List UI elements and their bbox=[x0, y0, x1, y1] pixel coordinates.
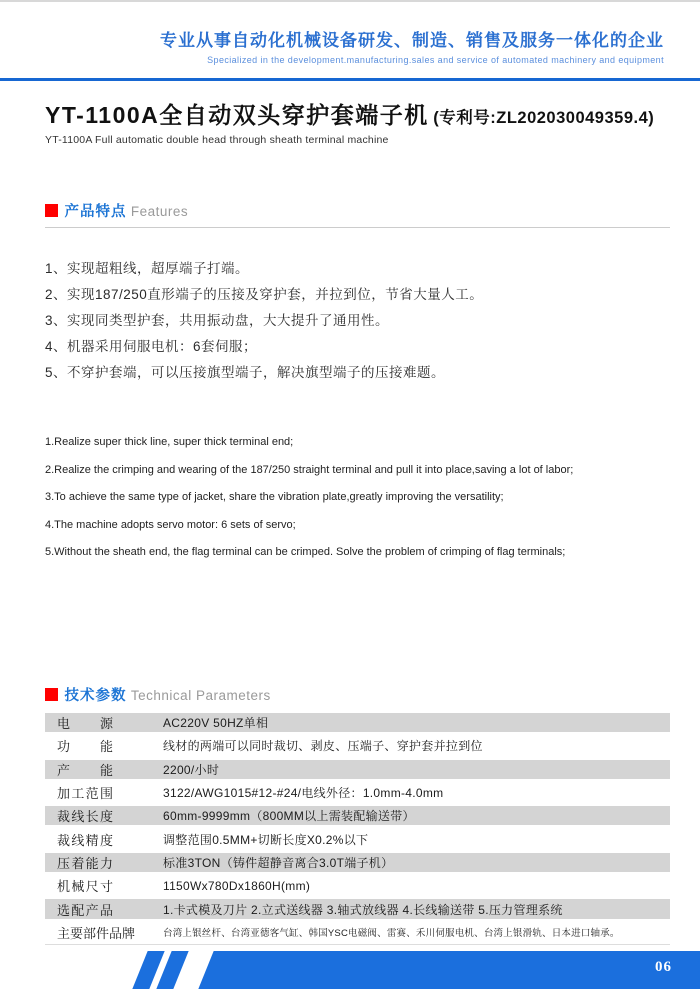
parameters-section-heading bbox=[45, 684, 670, 712]
table-row bbox=[45, 804, 670, 827]
company-slogan-zh: 专业从事自动化机械设备研发、制造、销售及服务一体化的企业 bbox=[160, 31, 664, 50]
parameters-heading-en: Technical Parameters bbox=[130, 688, 271, 703]
parameters-heading-zh: 技术参数 bbox=[64, 688, 127, 704]
red-square-icon bbox=[45, 688, 58, 701]
features-section-heading bbox=[45, 200, 670, 228]
param-label: 主要部件品牌 bbox=[57, 925, 136, 941]
feature-item-zh: 2、实现187/250直形端子的压接及穿护套，并拉到位，节省大量人工。 bbox=[45, 287, 484, 302]
param-value: 2200/小时 bbox=[163, 762, 220, 777]
param-value: 台湾上银丝杆、台湾亚德客气缸、韩国YSC电磁阀、雷赛、禾川伺服电机、台湾上银滑轨、日本进口轴承。 bbox=[163, 928, 620, 940]
param-label: 产 能 bbox=[57, 762, 113, 778]
param-value: 1.卡式模及刀片 2.立式送线器 3.轴式放线器 4.长线输送带 5.压力管理系统 bbox=[163, 902, 563, 917]
red-square-icon bbox=[45, 204, 58, 217]
page-top-border bbox=[0, 0, 700, 2]
table-row bbox=[45, 851, 670, 874]
param-label: 裁线精度 bbox=[57, 832, 113, 848]
feature-item-en: 2.Realize the crimping and wearing of the 187/250 straight terminal and pull it into place,saving a lot of labor; bbox=[45, 463, 574, 476]
feature-item-en: 5.Without the sheath end, the flag terminal can be crimped. Solve the problem of crimping of flag terminals; bbox=[45, 546, 566, 559]
company-slogan-en: Specialized in the development.manufacturing.sales and service of automated machinery and equipment bbox=[207, 55, 664, 65]
param-label: 电 源 bbox=[57, 716, 113, 732]
param-value: 60mm-9999mm（800MM以上需装配输送带） bbox=[163, 809, 415, 824]
product-model-name: YT-1100A全自动双头穿护套端子机 bbox=[45, 102, 429, 128]
param-value: 标准3TON（铸件超静音离合3.0T端子机） bbox=[163, 855, 394, 870]
param-label: 裁线长度 bbox=[57, 809, 113, 825]
param-label: 加工范围 bbox=[57, 786, 113, 802]
feature-item-zh: 4、机器采用伺服电机：6套伺服； bbox=[45, 339, 258, 354]
feature-item-en: 1.Realize super thick line, super thick terminal end; bbox=[45, 436, 294, 448]
param-label: 压着能力 bbox=[57, 855, 113, 871]
product-title bbox=[45, 97, 685, 130]
param-value: 1150Wx780Dx1860H(mm) bbox=[163, 878, 311, 893]
feature-item-en: 4.The machine adopts servo motor: 6 sets of servo; bbox=[45, 518, 296, 531]
param-value: AC220V 50HZ单相 bbox=[163, 716, 269, 731]
feature-item-zh: 5、不穿护套端，可以压接旗型端子，解决旗型端子的压接难题。 bbox=[45, 365, 446, 380]
features-list-en bbox=[45, 429, 573, 567]
product-title-block bbox=[45, 97, 685, 146]
table-row bbox=[45, 874, 670, 897]
param-value: 调整范围0.5MM+切断长度X0.2%以下 bbox=[163, 832, 369, 847]
product-title-en: YT-1100A Full automatic double head through sheath terminal machine bbox=[45, 134, 389, 146]
param-value: 线材的两端可以同时裁切、剥皮、压端子、穿护套并拉到位 bbox=[163, 739, 483, 754]
page-footer bbox=[0, 951, 700, 989]
page-number: 06 bbox=[655, 959, 672, 975]
feature-item-zh: 3、实现同类型护套，共用振动盘，大大提升了通用性。 bbox=[45, 313, 390, 328]
table-row bbox=[45, 781, 670, 804]
header-divider bbox=[0, 78, 700, 81]
table-row bbox=[45, 827, 670, 850]
features-list-zh bbox=[45, 256, 483, 386]
feature-item-zh: 1、实现超粗线，超厚端子打端。 bbox=[45, 261, 250, 276]
page-header bbox=[160, 30, 664, 65]
footer-bar bbox=[198, 951, 700, 989]
table-row bbox=[45, 897, 670, 920]
table-row bbox=[45, 734, 670, 757]
param-label: 选配产品 bbox=[57, 902, 113, 918]
table-row bbox=[45, 758, 670, 781]
patent-number: (专利号:ZL202030049359.4) bbox=[433, 109, 655, 127]
feature-item-en: 3.To achieve the same type of jacket, share the vibration plate,greatly improving the versatility; bbox=[45, 491, 504, 504]
param-label: 功 能 bbox=[57, 739, 113, 755]
table-row bbox=[45, 921, 670, 944]
features-heading-en: Features bbox=[130, 204, 189, 219]
param-value: 3122/AWG1015#12-#24/电线外径：1.0mm-4.0mm bbox=[163, 786, 444, 801]
parameters-table bbox=[45, 711, 670, 945]
features-heading-zh: 产品特点 bbox=[64, 204, 127, 220]
table-row bbox=[45, 711, 670, 734]
param-label: 机械尺寸 bbox=[57, 879, 113, 895]
